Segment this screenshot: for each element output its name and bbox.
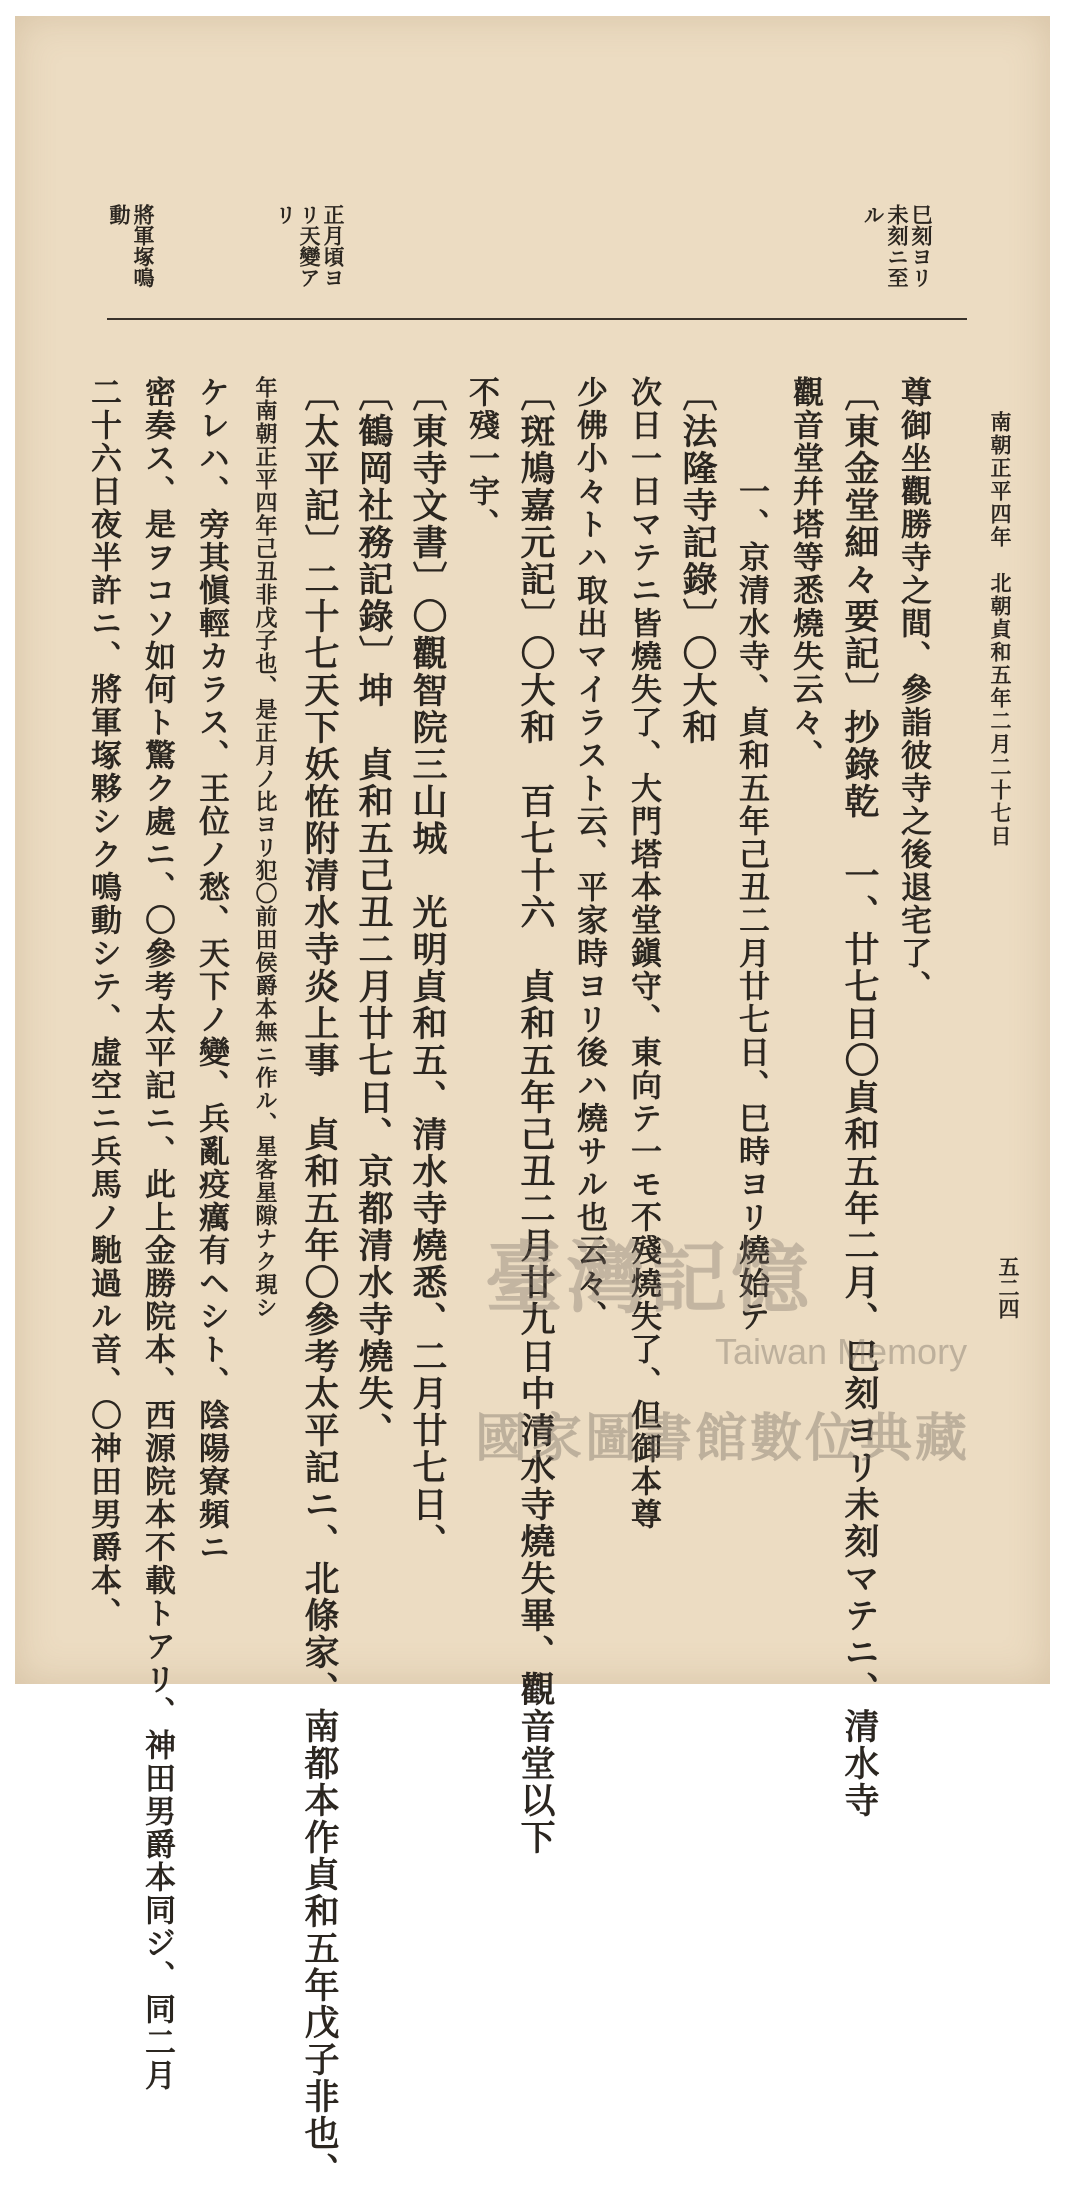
text-column: 密奏ス、是ヲコソ如何ト驚ク處ニ、〇參考太平記ニ、此上金勝院本、西源院本不載トアリ、神田男爵本同ジ、同二月 [139,376,175,2092]
text-column: 尊御坐觀勝寺之間、參詣彼寺之後退宅了、 [895,376,931,1003]
text-column: 年南朝正平四年己丑非戊子也、是正月ノ比ヨリ犯〇前田侯爵本無ニ作ル、星客星隙ナク現シ [252,376,278,1319]
watermark-subtitle: Taiwan Memory [715,1331,968,1372]
watermark-logo: 臺灣記憶 [485,1233,814,1324]
text-column: 〔鶴岡社務記錄〕坤 貞和五己丑二月廿七日、京都清水寺燒失、 [353,376,394,1449]
text-column: 〔法隆寺記錄〕〇大和 [677,376,718,746]
running-header-title: 南朝正平四年 北朝貞和五年二月二十七日 [988,411,1013,848]
text-column: 〔斑鳩嘉元記〕〇大和 百七十六 貞和五年己丑二月廿九日中清水寺燒失畢、觀音堂以下 [515,376,556,1856]
page-number: 五二四 [996,1256,1021,1319]
text-column: 觀音堂幷塔等悉燒失云々、 [787,376,823,772]
document-page [15,16,1050,2189]
watermark-library-name: 國家圖書館數位典藏 [475,1409,971,1469]
text-column: 〔東寺文書〕〇觀智院三山城 光明貞和五、清水寺燒悉、二月廿七日、 [407,376,448,1560]
text-column: 不殘一宇、 [463,376,499,541]
headnote: 巳刻ヨリ未刻ニ至ル [861,204,934,288]
text-column: 〔東金堂細々要記〕抄錄乾 一、廿七日〇貞和五年二月、巳刻ヨリ未刻マテニ、清水寺 [839,376,880,1819]
text-column: 一、京清水寺、貞和五年己丑二月廿七日、巳時ヨリ燒始テ [733,376,769,1333]
text-column: 二十六日夜半許ニ、將軍塚夥シク鳴動シテ、虛空ニ兵馬ノ馳過ル音、〇神田男爵本、 [85,376,121,1630]
text-column: 〔太平記〕二十七天下妖恠附清水寺炎上事 貞和五年〇參考太平記ニ、北條家、南都本作貞和五年戊子非也、 [299,376,340,2189]
header-divider-rule [107,318,967,320]
headnote: 正月頃ヨリ天變アリ [273,204,346,288]
text-column: 次日一日マテニ皆燒失了、大門塔本堂鎭守、東向テ一モ不殘燒失了、但御本尊 [625,376,661,1531]
text-column: 少佛小々トハ取出マイラスト云、平家時ヨリ後ハ燒サル也云々、 [571,376,607,1333]
text-column: ケレハ、旁其愼輕カラス、王位ノ愁、天下ノ變、兵亂疫癘有ヘシト、陰陽寮頻ニ [193,376,229,1564]
headnote: 將軍塚鳴動 [107,204,156,288]
